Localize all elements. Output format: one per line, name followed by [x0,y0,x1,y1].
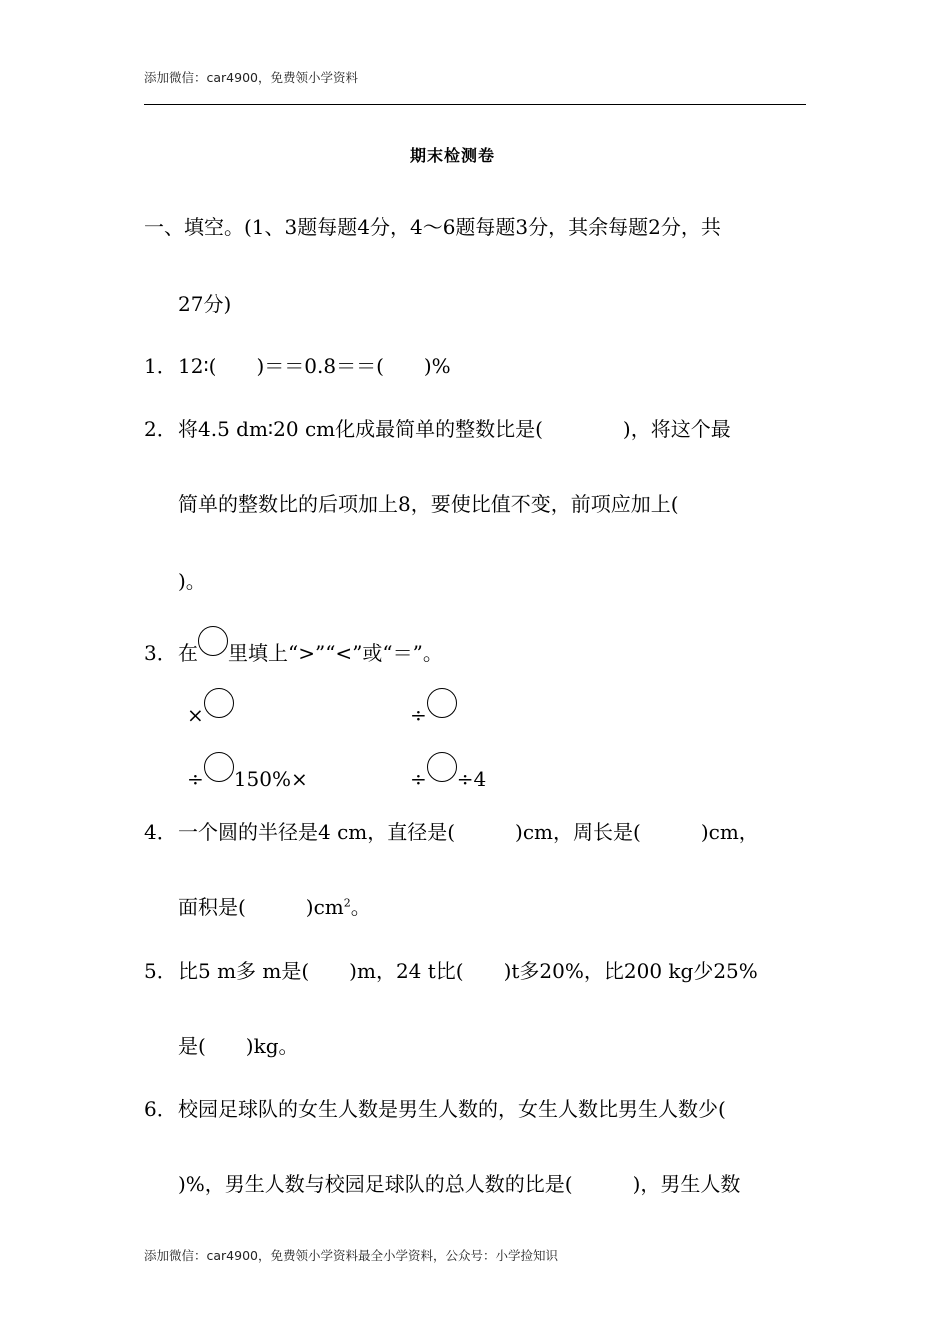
answer-circle-icon [427,688,457,718]
item-a-operator: × [187,703,204,727]
question-2-number: 2． [144,417,177,441]
question-3-post: 里填上“>”“<”或“＝”。 [228,641,443,665]
superscript-exponent: 2 [343,896,351,910]
header-divider [144,104,806,105]
question-4-line2-end: 。 [350,895,371,919]
item-d-right: ÷4 [456,767,487,791]
answer-circle-icon [204,752,234,782]
question-3-item-a [187,688,234,727]
question-4-line1: 一个圆的半径是4 cm，直径是( )cm，周长是( )cm， [178,820,759,844]
item-c-right: 150%× [233,767,308,791]
item-c-operator: ÷ [187,767,204,791]
question-5 [144,955,758,984]
question-4-line2-text: 面积是( )cm [178,895,344,919]
question-3 [144,626,443,666]
question-3-item-c [187,752,308,791]
section1-heading-line2: 27分) [178,292,232,316]
item-b-operator: ÷ [410,703,427,727]
question-4-number: 4． [144,820,177,844]
page-title: 期末检测卷 [410,146,496,165]
question-2-line1: 将4.5 dm∶20 cm化成最简单的整数比是( )，将这个最 [178,417,731,441]
question-4-line2 [178,891,371,920]
page-footer-text: 添加微信：car4900，免费领小学资料最全小学资料，公众号：小学捡知识 [144,1248,558,1263]
item-d-operator: ÷ [410,767,427,791]
compare-circle-icon [198,626,228,656]
question-3-pre: 在 [178,641,198,665]
section1-heading-line1: 一、填空。(1、3题每题4分，4～6题每题3分，其余每题2分，共 [144,215,721,239]
question-3-item-d [410,752,486,791]
answer-circle-icon [427,752,457,782]
question-6-line1: 校园足球队的女生人数是男生人数的，女生人数比男生人数少( [178,1097,726,1121]
page-header-text: 添加微信：car4900，免费领小学资料 [144,70,358,85]
question-2-line2: 简单的整数比的后项加上8，要使比值不变，前项应加上( [178,492,679,516]
question-6 [144,1093,726,1122]
question-6-line2: )%，男生人数与校园足球队的总人数的比是( )，男生人数 [178,1172,741,1196]
question-3-number: 3． [144,641,177,665]
question-4 [144,816,759,845]
answer-circle-icon [204,688,234,718]
question-1-text: 12∶( )＝＝0.8＝＝( )% [178,354,451,378]
question-5-number: 5． [144,959,177,983]
question-3-item-b [410,688,457,727]
question-1-number: 1． [144,354,177,378]
question-5-line2: 是( )kg。 [178,1034,299,1058]
question-5-line1: 比5 m多 m是( )m，24 t比( )t多20%，比200 kg少25% [178,959,758,983]
question-1 [144,350,451,379]
question-6-number: 6． [144,1097,177,1121]
question-2 [144,413,731,442]
question-2-line3: )。 [178,569,206,593]
